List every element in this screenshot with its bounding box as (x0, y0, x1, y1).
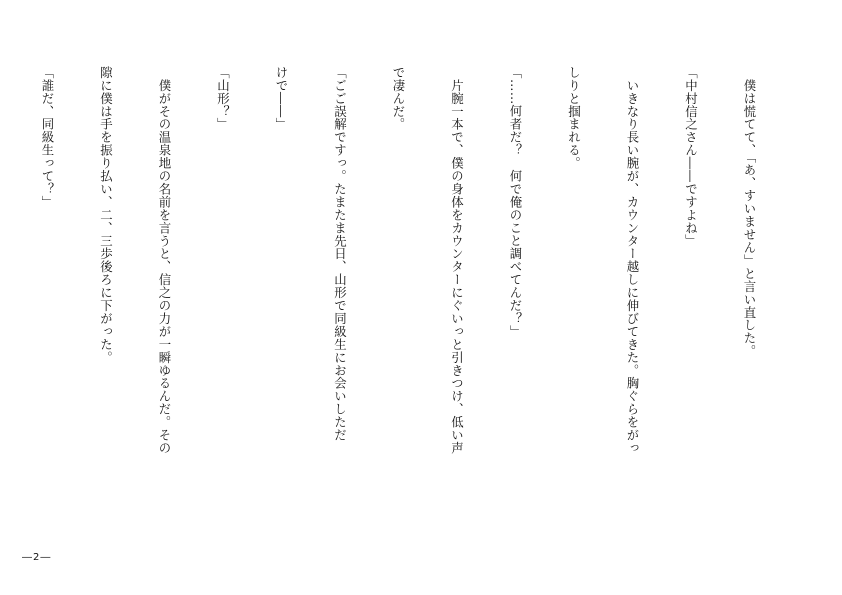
text-line: 「中村信之さん――ですよね」 (683, 66, 699, 248)
text-line: 隙に僕は手を振り払い、二、三歩後ろに下がった。 (98, 66, 114, 364)
text-line: で凄んだ。 (391, 66, 406, 131)
vertical-text-body (0, 66, 798, 536)
text-line: 「……何者だ？ 何で俺のこと調べてんだ？」 (508, 66, 523, 338)
page-number: ―2― (22, 552, 52, 563)
text-line: 僕は慌てて、「あ、すいません」と言い直した。 (742, 66, 757, 358)
text-line: 「ごご誤解ですっ。たまたま先日、山形で同級生にお会いしただ (332, 66, 348, 442)
text-line: 「山形？」 (215, 66, 231, 131)
text-line: 「誰だ、同級生って？」 (40, 66, 55, 209)
text-line: しりと掴まれる。 (566, 66, 582, 170)
text-line: いきなり長い腕が、カウンター越しに伸びてきた。胸ぐらをがっ (625, 66, 640, 455)
text-line: 片腕一本で、僕の身体をカウンターにぐいっと引きつけ、低い声 (449, 66, 465, 455)
text-line: けで――」 (274, 66, 289, 131)
text-line: 僕がその温泉地の名前を言うと、信之の力が一瞬ゆるんだ。その (157, 66, 172, 455)
